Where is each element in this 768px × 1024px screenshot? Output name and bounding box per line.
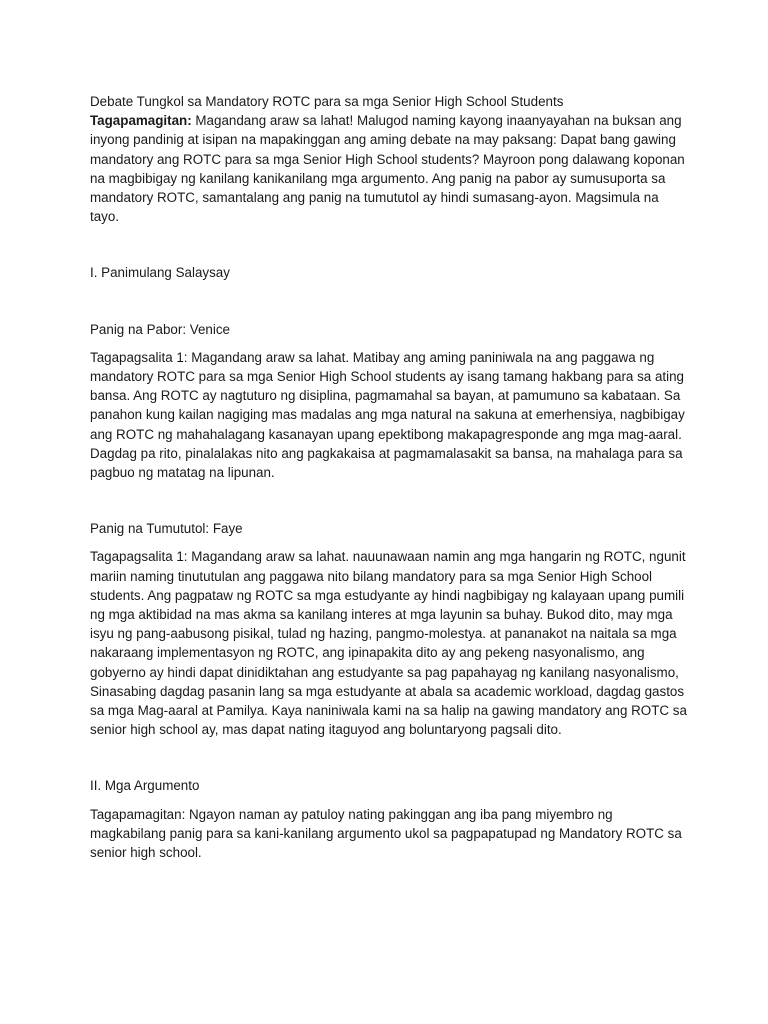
pabor-speech: Tagapagsalita 1: Magandang araw sa lahat. Matibay ang aming paniniwala na ang paggawa ng mandatory ROTC para sa mga Senior High School students ay isang tamang hakbang para sa ating bansa. Ang ROTC ay nagtuturo ng disiplina, pagmamahal sa bayan, at pamumuno sa kabataan. Sa panahon kung kailan nagiging mas madalas ang mga natural na sakuna at emerhensiya, nagbibigay ang ROTC ng mahahalagang kasanayan upang epektibong makapagresponde ang mga mag-aaral. Dagdag pa rito, pinalalakas nito ang pagkakaisa at pagmamalasakit sa bansa, na mahalaga para sa pagbuo ng matatag na lipunan.	[90, 349, 685, 481]
document-title: Debate Tungkol sa Mandatory ROTC para sa mga Senior High School Students	[90, 94, 564, 109]
moderator-intro	[90, 111, 690, 226]
section-heading-opening: I. Panimulang Salaysay	[90, 265, 230, 281]
tutol-side-label: Panig na Tumututol: Faye	[90, 521, 243, 537]
document-page	[90, 92, 690, 862]
tutol-speech: Tagapagsalita 1: Magandang araw sa lahat. nauunawaan namin ang mga hangarin ng ROTC, ngunit mariin naming tinututulan ang paggawa nito bilang mandatory para sa mga Senior High School students. Ang pagpataw ng ROTC sa mga estudyante ay hindi nagbibigay ng kalayaan upang pumili ng mga aktibidad na mas akma sa kanilang interes at mga layunin sa buhay. Bukod dito, may mga isyu ng pang-aabusong pisikal, tulad ng hazing, pangmo-molestya. at pananakot na naitala sa mga nakaraang implementasyon ng ROTC, ang ipinapakita dito ay ang pekeng nasyonalismo, ang gobyerno ay hindi dapat dinidiktahan ang estudyante sa pag papahayag ng kanilang nasyonalismo, Sinasabing dagdag pasanin lang sa mga estudyante at abala sa academic workload, dagdag gastos sa mga Mag-aaral at Pamilya. Kaya naniniwala kami na sa halip na gawing mandatory ang ROTC sa senior high school ay, mas dapat nating itaguyod ang boluntaryong pagsali dito.	[90, 549, 687, 738]
moderator-arguments-text: Tagapamagitan: Ngayon naman ay patuloy nating pakinggan ang iba pang miyembro ng magkabilang panig para sa kani-kanilang argumento ukol sa pagpapatupad ng Mandatory ROTC sa senior high school.	[90, 806, 682, 861]
moderator-intro-text: Magandang araw sa lahat! Malugod naming kayong inaanyayahan na buksan ang inyong pandinig at isipan na mapakinggan ang aming debate na may paksang: Dapat bang gawing mandatory ang ROTC para sa mga Senior High School students? Mayroon pong dalawang koponan na magbibigay ng kanilang kanikanilang mga argumento. Ang panig na pabor ay sumusuporta sa mandatory ROTC, samantalang ang panig na tumututol ay hindi sumasang-ayon. Magsimula na tayo.	[90, 113, 685, 225]
moderator-label: Tagapamagitan:	[90, 113, 192, 129]
section-heading-arguments: II. Mga Argumento	[90, 778, 200, 794]
pabor-side-label: Panig na Pabor: Venice	[90, 321, 230, 337]
